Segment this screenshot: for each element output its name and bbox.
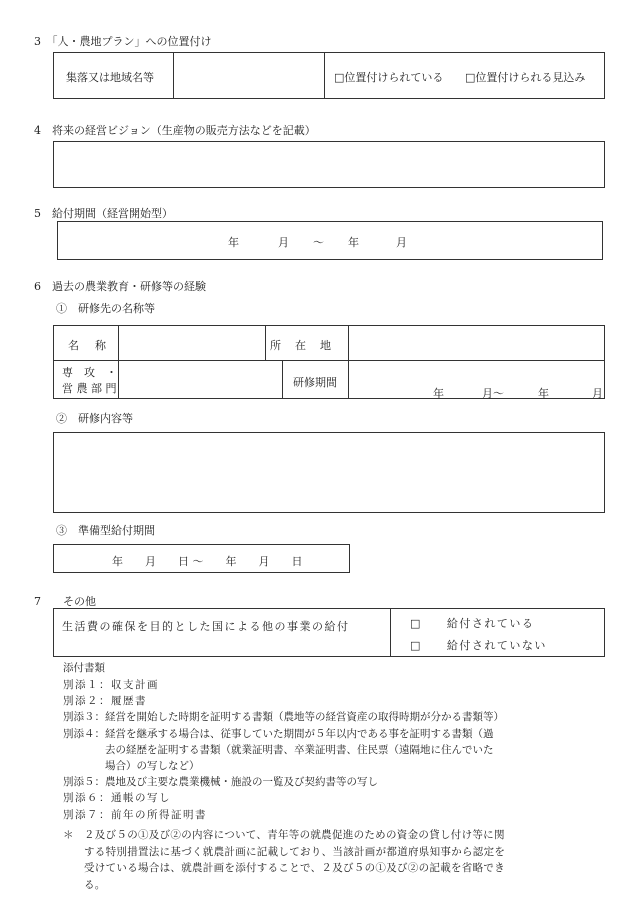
training-content-subheading: ② 研修内容等 <box>56 412 133 425</box>
period-year-2: 年 <box>348 236 359 249</box>
other-benefit-label: 生活費の確保を目的とした国による他の事業の給付 <box>62 620 350 633</box>
attachment-item: 場合）の写しなど） <box>63 760 200 773</box>
benefit-received-checkbox[interactable]: □ 給付されている <box>410 617 535 630</box>
area-name-label: 集落又は地域名等 <box>66 71 154 84</box>
attachment-item: 別添７：前年の所得証明書 <box>63 808 207 821</box>
section-4-heading: 4 将来の経営ビジョン（生産物の販売方法などを記載） <box>34 124 316 137</box>
attachments-title: 添付書類 <box>63 662 105 674</box>
other-benefit-table <box>53 608 605 657</box>
attachment-item: 別添６：通帳の写し <box>63 792 171 805</box>
expected-checkbox[interactable]: □位置付けられる見込み <box>465 71 586 84</box>
period-month-2: 月 <box>396 236 407 249</box>
plan-position-table <box>53 52 605 99</box>
area-name-field[interactable] <box>174 54 323 97</box>
positioned-checkbox[interactable]: □位置付けられている <box>334 71 444 84</box>
section-7-heading: 7 その他 <box>34 595 96 608</box>
benefit-period-field[interactable] <box>57 221 603 260</box>
training-location-field[interactable] <box>349 327 604 359</box>
attachment-item: 去の経歴を証明する書類（就業証明書、卒業証明書、住民票（遠隔地に住んでいた <box>63 743 494 756</box>
section-3-heading: 3 「人・農地プラン」への位置付け <box>34 35 212 48</box>
section-6-heading: 6 過去の農業教育・研修等の経験 <box>34 280 206 293</box>
training-content-field[interactable] <box>53 432 605 513</box>
training-name-label: 名 称 <box>68 339 106 352</box>
major-label-line2: 営 農 部 門 <box>62 382 117 395</box>
training-period-year-2: 年 <box>538 387 549 400</box>
major-field[interactable] <box>119 361 281 397</box>
period-tilde: ～ <box>313 236 324 249</box>
benefit-not-received-checkbox[interactable]: □ 給付されていない <box>410 639 547 652</box>
training-name-field[interactable] <box>119 327 264 359</box>
attachment-item: 別添４：経営を継承する場合は、従事していた期間が５年以内である事を証明する書類（過 <box>63 727 494 740</box>
attachment-item: 別添２：履歴書 <box>63 695 147 708</box>
training-period-year-1: 年 <box>433 387 444 400</box>
section-5-heading: 5 給付期間（経営開始型） <box>34 207 173 220</box>
vision-field[interactable] <box>53 141 605 188</box>
prep-period-text: 年 月 日 ～ 年 月 日 <box>112 555 303 568</box>
attachment-item: 別添５：農地及び主要な農業機械・施設の一覧及び契約書等の写し <box>63 776 378 789</box>
training-location-label: 所 在 地 <box>270 339 331 352</box>
training-table <box>53 325 605 399</box>
attachment-item: 別添３：経営を開始した時期を証明する書類（農地等の経営資産の取得時期が分かる書類等） <box>63 711 504 724</box>
training-period-month-1: 月～ <box>482 387 504 400</box>
note-text: ２及び５の①及び②の内容について、青年等の就農促進のための資金の貸し付け等に関 する特別措置法に基づく就農計画に記載しており、当該計画が都道府県知事から認定を 受けている場合は、就農計画を添付することで、２及び５の①及び②の記載を省略でき る。 <box>84 829 506 891</box>
attachments-list <box>63 677 504 823</box>
training-period-month-2: 月 <box>592 387 603 400</box>
training-subheading: ① 研修先の名称等 <box>56 302 155 315</box>
training-period-label: 研修期間 <box>293 376 337 389</box>
prep-period-subheading: ③ 準備型給付期間 <box>56 524 155 537</box>
note-mark: ＊ <box>63 829 74 841</box>
attachment-item: 別添１：収支計画 <box>63 679 159 691</box>
major-label-line1: 専 攻 ・ <box>62 366 117 379</box>
period-year-1: 年 <box>228 236 239 249</box>
period-month-1: 月 <box>278 236 289 249</box>
prep-period-field[interactable] <box>53 544 350 573</box>
